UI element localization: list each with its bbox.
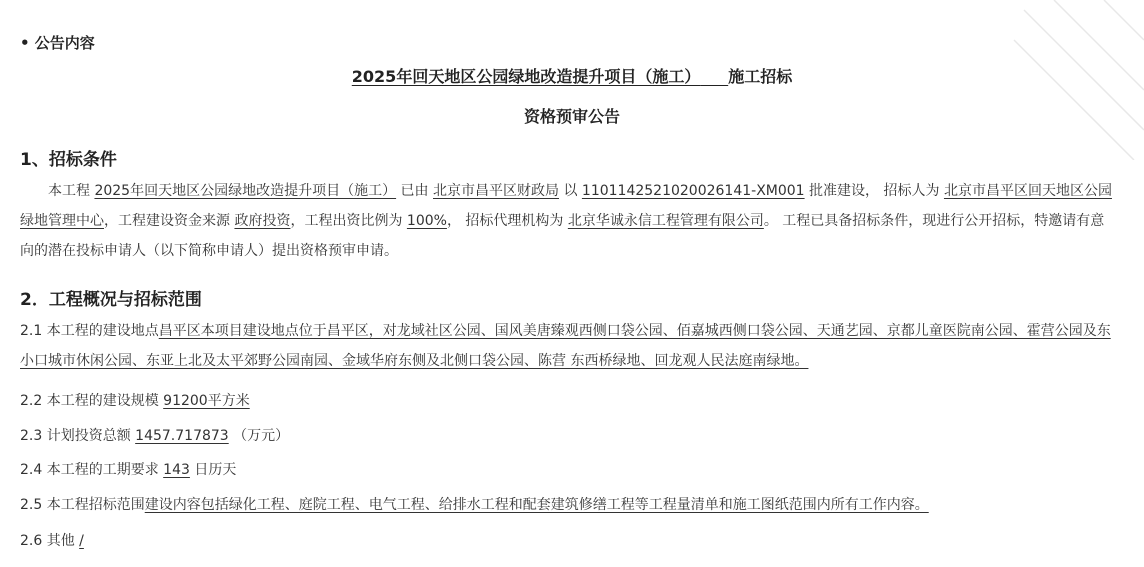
section-label: • 公告内容	[20, 34, 95, 52]
scope-value: 建设内容包括绿化工程、庭院工程、电气工程、给排水工程和配套建筑修缮工程等工程量清单和施工图纸范围内所有工作内容。	[144, 497, 929, 513]
duration-value: 143	[163, 462, 190, 478]
text-fragment: 本工程	[48, 183, 90, 199]
text-fragment: ，工程出资比例为	[290, 213, 403, 229]
section1-paragraph	[20, 176, 1118, 266]
text-fragment: ，工程建设资金来源	[104, 213, 230, 229]
agent-value: 北京华诚永信工程管理有限公司	[567, 213, 764, 229]
other-value: /	[79, 533, 84, 549]
project-title: 2025年回天地区公园绿地改造提升项目（施工）	[351, 67, 701, 86]
construction-scale-value: 91200平方米	[163, 393, 250, 409]
text-fragment: ， 招标代理机构为	[446, 213, 564, 229]
item-label: 2.3 计划投资总额	[20, 428, 131, 444]
item-2-6	[20, 526, 1118, 556]
approver-value: 北京市昌平区财政局	[433, 183, 559, 199]
item-2-5	[20, 490, 1118, 520]
item-2-1	[20, 316, 1118, 376]
item-label: 2.5 本工程招标范围	[20, 497, 145, 513]
investment-value: 1457.717873	[135, 428, 229, 444]
tenderer-value: 北京市昌平区回天地区公园绿地管理中心	[20, 183, 1112, 229]
approval-number-value: 1101142521020026141-XM001	[581, 183, 805, 199]
project-name-value: 2025年回天地区公园绿地改造提升项目（施工）	[94, 183, 397, 199]
item-2-2	[20, 386, 1118, 416]
text-fragment: 已由	[400, 183, 429, 199]
title-gap	[700, 67, 728, 86]
fund-source-value: 政府投资	[234, 213, 291, 229]
item-2-4	[20, 455, 1118, 485]
text-fragment: 批准建设， 招标人为	[809, 183, 940, 199]
section2-heading: 2．工程概况与招标范围	[20, 290, 202, 310]
notice-subtitle: 资格预审公告	[523, 107, 620, 126]
title-suffix: 施工招标	[728, 67, 793, 86]
item-label: 2.2 本工程的建设规模	[20, 393, 159, 409]
construction-site-value: 昌平区本项目建设地点位于昌平区，对龙域社区公园、国风美唐臻观西侧口袋公园、佰嘉城西侧口袋公园、天通艺园、京都儿童医院南公园、霍营公园及东小口城市休闲公园、东亚上北及太平郊野公园南园、金域华府东侧及北侧口袋公园、陈营 东西桥绿地、回龙观人民法庭南绿地。	[20, 323, 1111, 369]
item-label: 2.4 本工程的工期要求	[20, 462, 159, 478]
text-fragment: 。 工程已具备招标条件，现进行公开招标，特邀请有意向的潜在投标申请人（以下简称申请人）提出资格预审申请。	[20, 213, 1105, 259]
notice-title	[0, 64, 1144, 87]
item-2-3	[20, 421, 1118, 451]
investment-unit: （万元）	[233, 428, 290, 444]
item-label: 2.1 本工程的建设地点	[20, 323, 159, 339]
item-label: 2.6 其他	[20, 533, 75, 549]
section1-heading: 1、招标条件	[20, 150, 117, 170]
duration-unit: 日历天	[194, 462, 237, 478]
fund-ratio-value: 100%	[406, 213, 447, 229]
text-fragment: 以	[563, 183, 578, 199]
